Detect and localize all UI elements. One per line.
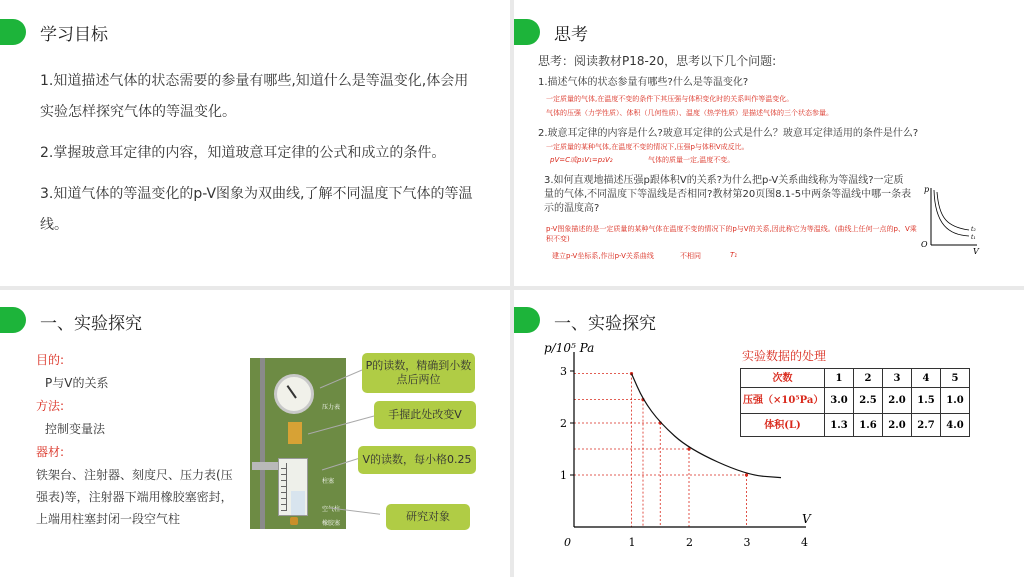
answer-3d: T₁ [730, 251, 738, 259]
syringe-scale [281, 463, 287, 511]
method-label: 方法: [36, 399, 65, 413]
table-cell: 4 [912, 369, 941, 388]
question-3: 3.如何直观地描述压强p跟体积V的关系?为什么把p-V关系曲线称为等温线?一定质量的气体,不同温度下等温线是否相同?教材第20页图8.1-5中两条等温线中哪一条表示的温度高? [544, 175, 912, 214]
page-title: 学习目标 [40, 25, 108, 45]
mini-graph-t2: t₂ [971, 226, 976, 233]
y-tick-label: 1 [560, 469, 567, 482]
title-marker [0, 307, 26, 333]
table-cell: 2 [854, 369, 883, 388]
table-cell: 2.7 [912, 414, 941, 437]
gauge-needle [287, 385, 297, 398]
thinking-intro: 思考：阅读教材P18-20，思考以下几个问题: [538, 54, 777, 68]
table-cell: 2.0 [883, 388, 912, 414]
question-1: 1.描述气体的状态参量有哪些?什么是等温变化? [538, 77, 749, 88]
title-marker [0, 19, 26, 45]
y-tick-label: 3 [560, 365, 567, 378]
x-tick-label: 4 [801, 536, 808, 549]
answer-1b: 气体的压强（力学性质）、体积（几何性质）、温度（热学性质）是描述气体的三个状态参量。 [546, 109, 833, 117]
isotherm-curve [632, 374, 782, 478]
title-marker [514, 19, 540, 45]
table-cell: 3.0 [825, 388, 854, 414]
mini-graph-v: V [973, 247, 979, 256]
table-row-label: 压强（×10⁵Pa） [741, 388, 825, 414]
x-axis-label: V [802, 512, 811, 526]
page-title: 一、实验探究 [40, 314, 142, 334]
table-cell: 2.0 [883, 414, 912, 437]
y-tick-label: 2 [560, 417, 567, 430]
answer-3a: p-V图象描述的是一定质量的某种气体在温度不变的情况下的p与V的关系,因此称它为等温线。(曲线上任何一点的p、V乘积不变) [546, 225, 917, 243]
goal-item: 3.知道气体的等温变化的p-V图象为双曲线,了解不同温度下气体的等温线。 [40, 186, 473, 233]
apparatus-label: 柱塞 [322, 478, 335, 485]
table-row-label: 次数 [741, 369, 825, 388]
goal-item: 1.知道描述气体的状态需要的参量有哪些,知道什么是等温变化,体会用实验怎样探究气体的等温变化。 [40, 73, 469, 120]
table-cell: 2.5 [854, 388, 883, 414]
purpose-text: P与V的关系 [45, 376, 109, 390]
table-cell: 1.0 [941, 388, 970, 414]
table-cell: 1.5 [912, 388, 941, 414]
panel-thinking [514, 0, 1024, 286]
panel-data [514, 290, 1024, 577]
apparatus-label: 空气柱 [322, 506, 341, 513]
purpose-label: 目的: [36, 353, 65, 367]
material-label: 器材: [36, 445, 65, 459]
x-tick-label: 2 [686, 536, 693, 549]
table-cell: 4.0 [941, 414, 970, 437]
answer-2b: pV=C或p₁V₁=p₂V₂ [550, 156, 613, 164]
goal-item: 2.掌握玻意耳定律的内容，知道玻意耳定律的公式和成立的条件。 [40, 145, 446, 161]
table-cell: 3 [883, 369, 912, 388]
y-axis-label: p/10⁵ Pa [544, 341, 595, 355]
data-point [745, 473, 748, 476]
origin-label: 0 [564, 536, 571, 549]
table-cell: 5 [941, 369, 970, 388]
panel-experiment [0, 290, 510, 577]
pv-chart [514, 330, 1024, 577]
question-2: 2.玻意耳定律的内容是什么?玻意耳定律的公式是什么？玻意耳定律适用的条件是什么? [538, 128, 919, 139]
callout-object: 研究对象 [386, 504, 470, 530]
stand-rod [260, 358, 265, 529]
page-title: 思考 [554, 25, 588, 45]
mini-graph-origin: O [921, 240, 928, 249]
apparatus-label: 橡胶塞 [322, 520, 341, 527]
goals-list [40, 66, 480, 251]
material-text: 铁架台、注射器、刻度尺、压力表(压强表)等，注射器下端用橡胶塞密封，上端用柱塞封闭一段空气柱 [36, 468, 233, 526]
method-text: 控制变量法 [45, 422, 106, 436]
table-title: 实验数据的处理 [742, 349, 827, 363]
answer-2a: 一定质量的某种气体,在温度不变的情况下,压强p与体积V成反比。 [546, 143, 749, 151]
answer-3c: 不相同 [680, 252, 701, 260]
page-title: 一、实验探究 [554, 314, 656, 334]
apparatus-label: 压力表 [322, 404, 341, 411]
callout-grip: 手握此处改变V [374, 401, 476, 429]
table-row-label: 体积(L) [741, 414, 825, 437]
answer-2c: 气体的质量一定,温度不变。 [648, 156, 735, 164]
table-cell: 1 [825, 369, 854, 388]
panel-learning-goals [0, 0, 510, 286]
rubber-stopper [290, 517, 298, 525]
callout-gauge: P的读数，精确到小数点后两位 [362, 353, 475, 393]
table-cell: 1.3 [825, 414, 854, 437]
answer-1a: 一定质量的气体,在温度不变的条件下其压强与体积变化时的关系叫作等温变化。 [546, 95, 794, 103]
mini-graph-p: p [924, 185, 930, 194]
callout-volume: V的读数，每小格0.25 [358, 446, 476, 474]
mini-graph-t1: t₁ [971, 234, 976, 241]
table-cell: 1.6 [854, 414, 883, 437]
answer-3b: 建立p-V坐标系,作出p-V关系曲线 [552, 252, 654, 260]
x-tick-label: 3 [743, 536, 751, 549]
x-tick-label: 1 [628, 536, 636, 549]
mini-isotherm-graph [909, 180, 984, 260]
